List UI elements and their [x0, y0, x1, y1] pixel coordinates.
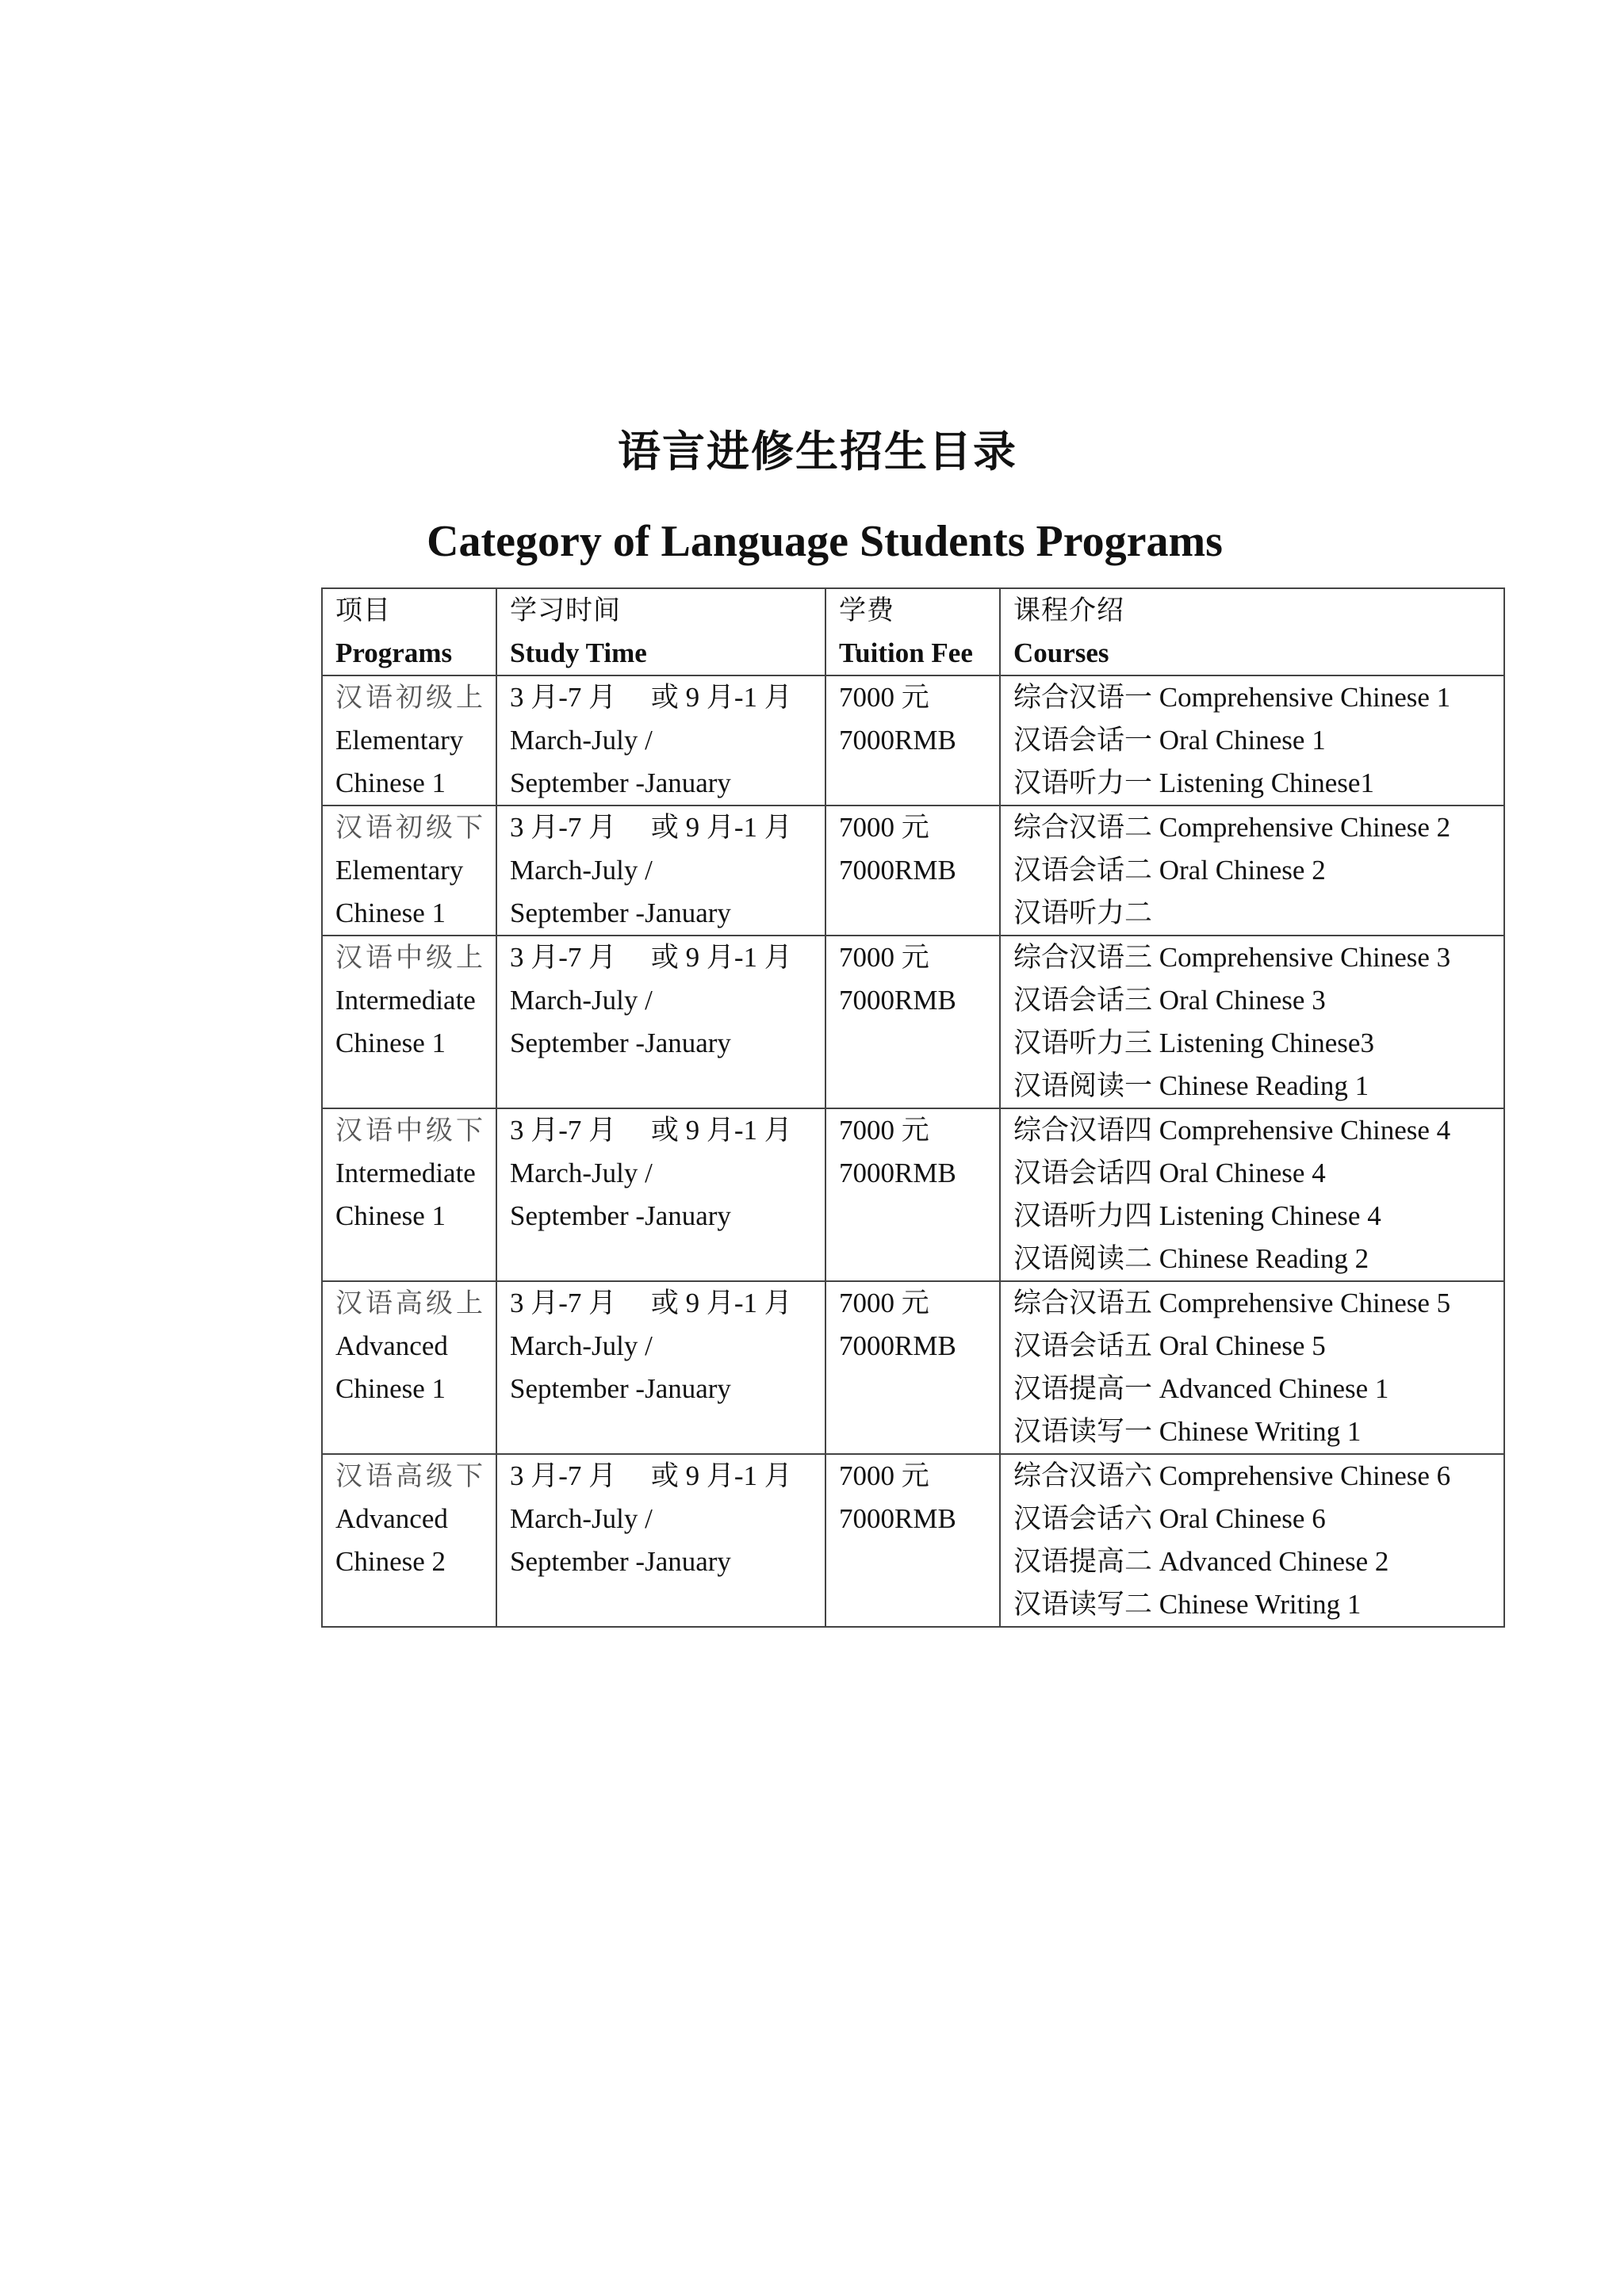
header-cn: 项目 [335, 595, 391, 626]
course-item: 汉语阅读一 Chinese Reading 1 [1013, 1070, 1369, 1101]
courses-cell [1000, 675, 1504, 806]
header-en: Programs [335, 637, 453, 668]
study-time-en-line1: March-July / [510, 1158, 653, 1188]
course-item: 综合汉语三 Comprehensive Chinese 3 [1013, 942, 1451, 973]
header-en: Courses [1013, 637, 1109, 668]
table-row [322, 675, 1504, 806]
program-name-cn: 汉语高级上 [335, 1288, 486, 1319]
study-time-en-line1: March-July / [510, 855, 653, 886]
course-item: 汉语提高一 Advanced Chinese 1 [1013, 1373, 1389, 1404]
program-name-cn: 汉语中级下 [335, 1115, 486, 1146]
course-item: 综合汉语一 Comprehensive Chinese 1 [1013, 682, 1451, 713]
fee-en: 7000RMB [839, 855, 956, 886]
fee-cn: 7000 元 [839, 682, 929, 713]
study-time-cell [496, 1281, 825, 1454]
courses-cell [1000, 1454, 1504, 1627]
program-name-en-line1: Elementary [335, 855, 464, 886]
tuition-fee-cell [825, 1454, 1000, 1627]
courses-cell [1000, 1281, 1504, 1454]
program-cell [322, 936, 496, 1108]
program-name-cn: 汉语初级下 [335, 812, 486, 844]
study-time-cn: 3 月-7 月 或 9 月-1 月 [510, 682, 792, 713]
program-cell [322, 806, 496, 936]
course-item: 汉语会话二 Oral Chinese 2 [1013, 855, 1326, 886]
program-cell [322, 1108, 496, 1281]
program-name-cn: 汉语中级上 [335, 942, 486, 974]
tuition-fee-cell [825, 936, 1000, 1108]
header-en: Study Time [510, 637, 647, 668]
course-item: 汉语提高二 Advanced Chinese 2 [1013, 1546, 1389, 1577]
table-row [322, 1454, 1504, 1627]
page-title-english: Category of Language Students Programs [427, 517, 1223, 566]
program-name-en-line2: Chinese 1 [335, 897, 446, 928]
fee-cn: 7000 元 [839, 812, 929, 843]
course-item: 汉语会话一 Oral Chinese 1 [1013, 725, 1326, 756]
program-name-cn: 汉语初级上 [335, 682, 486, 714]
header-cn: 学费 [839, 595, 894, 626]
header-programs [322, 588, 496, 675]
courses-cell [1000, 1108, 1504, 1281]
program-name-en-line2: Chinese 1 [335, 1027, 446, 1058]
study-time-en-line1: March-July / [510, 985, 653, 1016]
study-time-cn: 3 月-7 月 或 9 月-1 月 [510, 1460, 792, 1491]
course-item: 汉语听力四 Listening Chinese 4 [1013, 1200, 1381, 1231]
course-item: 综合汉语四 Comprehensive Chinese 4 [1013, 1115, 1451, 1146]
study-time-cn: 3 月-7 月 或 9 月-1 月 [510, 1288, 792, 1318]
study-time-cell [496, 936, 825, 1108]
program-name-cn: 汉语高级下 [335, 1460, 486, 1492]
fee-en: 7000RMB [839, 1503, 956, 1534]
course-item: 汉语听力一 Listening Chinese1 [1013, 767, 1374, 798]
table-row [322, 936, 1504, 1108]
courses-cell [1000, 936, 1504, 1108]
table-row [322, 1281, 1504, 1454]
header-courses [1000, 588, 1504, 675]
tuition-fee-cell [825, 1281, 1000, 1454]
program-catalog-table [321, 587, 1505, 1628]
tuition-fee-cell [825, 675, 1000, 806]
fee-en: 7000RMB [839, 725, 956, 756]
program-cell [322, 675, 496, 806]
header-study-time [496, 588, 825, 675]
fee-en: 7000RMB [839, 1330, 956, 1361]
course-item: 汉语读写一 Chinese Writing 1 [1013, 1416, 1362, 1447]
study-time-en-line2: September -January [510, 897, 731, 928]
study-time-en-line1: March-July / [510, 725, 653, 756]
course-item: 汉语会话四 Oral Chinese 4 [1013, 1158, 1326, 1188]
fee-cn: 7000 元 [839, 1288, 929, 1318]
course-item: 汉语会话三 Oral Chinese 3 [1013, 985, 1326, 1016]
program-name-en-line1: Advanced [335, 1330, 448, 1361]
page-title-chinese: 语言进修生招生目录 [618, 427, 1017, 476]
program-name-en-line2: Chinese 1 [335, 1200, 446, 1231]
fee-cn: 7000 元 [839, 1460, 929, 1491]
program-name-en-line2: Chinese 1 [335, 767, 446, 798]
fee-en: 7000RMB [839, 985, 956, 1016]
course-item: 汉语听力二 [1013, 897, 1153, 928]
table-row [322, 806, 1504, 936]
study-time-cell [496, 806, 825, 936]
study-time-en-line1: March-July / [510, 1503, 653, 1534]
study-time-en-line2: September -January [510, 1373, 731, 1404]
tuition-fee-cell [825, 806, 1000, 936]
study-time-cell [496, 1108, 825, 1281]
course-item: 汉语会话六 Oral Chinese 6 [1013, 1503, 1326, 1534]
course-item: 综合汉语六 Comprehensive Chinese 6 [1013, 1460, 1451, 1491]
study-time-en-line2: September -January [510, 1546, 731, 1577]
header-cn: 学习时间 [510, 595, 621, 626]
course-item: 汉语读写二 Chinese Writing 1 [1013, 1589, 1362, 1620]
table-header-row [322, 588, 1504, 675]
study-time-en-line2: September -January [510, 1027, 731, 1058]
study-time-cell [496, 675, 825, 806]
tuition-fee-cell [825, 1108, 1000, 1281]
header-cn: 课程介绍 [1013, 595, 1124, 626]
courses-cell [1000, 806, 1504, 936]
course-item: 汉语阅读二 Chinese Reading 2 [1013, 1243, 1369, 1274]
course-item: 汉语听力三 Listening Chinese3 [1013, 1027, 1374, 1058]
program-name-en-line1: Elementary [335, 725, 464, 756]
course-item: 综合汉语二 Comprehensive Chinese 2 [1013, 812, 1451, 843]
fee-cn: 7000 元 [839, 1115, 929, 1146]
study-time-en-line1: March-July / [510, 1330, 653, 1361]
course-item: 综合汉语五 Comprehensive Chinese 5 [1013, 1288, 1451, 1318]
study-time-en-line2: September -January [510, 767, 731, 798]
program-name-en-line2: Chinese 2 [335, 1546, 446, 1577]
study-time-cell [496, 1454, 825, 1627]
table-row [322, 1108, 1504, 1281]
fee-en: 7000RMB [839, 1158, 956, 1188]
study-time-cn: 3 月-7 月 或 9 月-1 月 [510, 1115, 792, 1146]
study-time-en-line2: September -January [510, 1200, 731, 1231]
study-time-cn: 3 月-7 月 或 9 月-1 月 [510, 942, 792, 973]
header-en: Tuition Fee [839, 637, 973, 668]
header-tuition-fee [825, 588, 1000, 675]
program-cell [322, 1454, 496, 1627]
study-time-cn: 3 月-7 月 或 9 月-1 月 [510, 812, 792, 843]
program-name-en-line1: Intermediate [335, 1158, 476, 1188]
fee-cn: 7000 元 [839, 942, 929, 973]
program-name-en-line2: Chinese 1 [335, 1373, 446, 1404]
course-item: 汉语会话五 Oral Chinese 5 [1013, 1330, 1326, 1361]
program-cell [322, 1281, 496, 1454]
program-name-en-line1: Intermediate [335, 985, 476, 1016]
program-name-en-line1: Advanced [335, 1503, 448, 1534]
